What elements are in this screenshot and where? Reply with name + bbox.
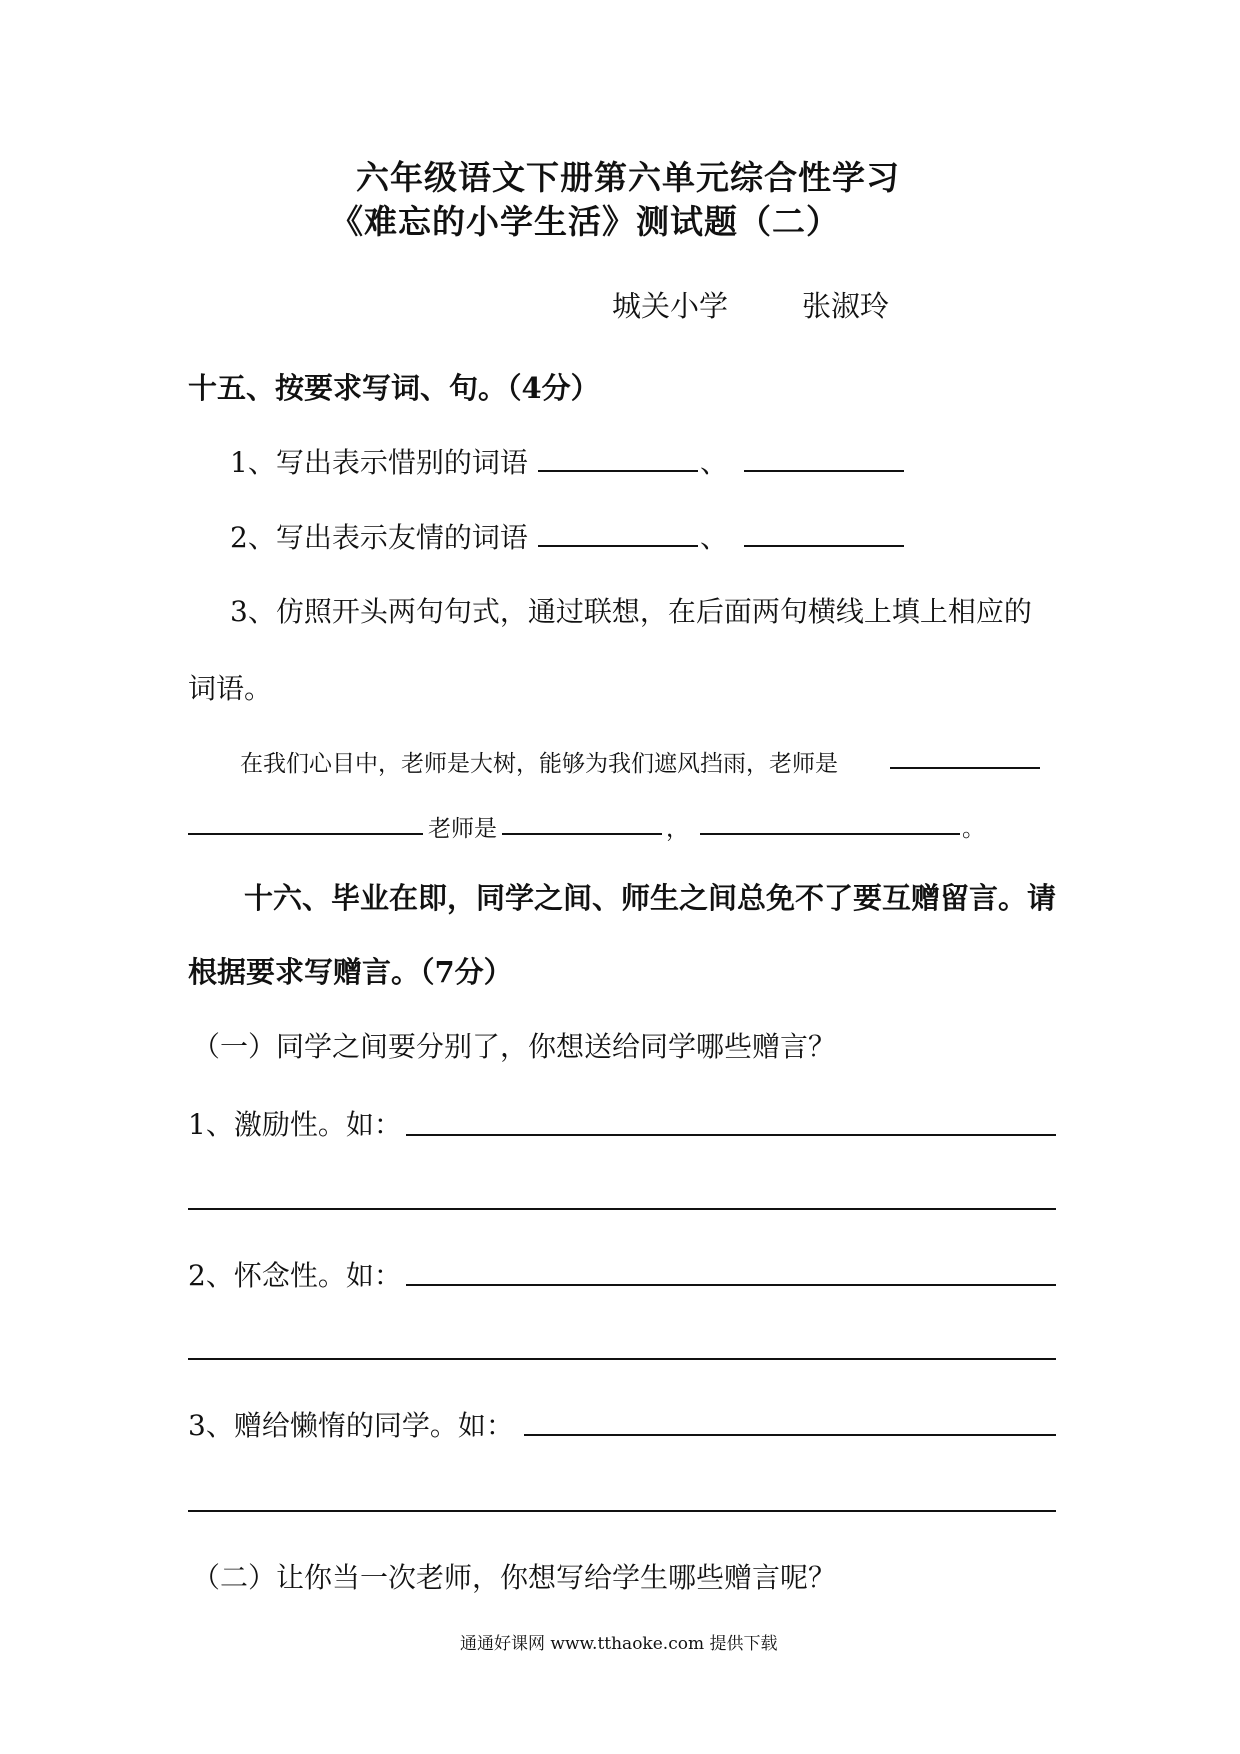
author-school: 城关小学 (612, 289, 729, 323)
q2-separator: 、 (700, 521, 729, 554)
part-1-prompt: （一）同学之间要分别了，你想送给同学哪些赠言？ (192, 1030, 837, 1063)
item-3-answer-line-2[interactable] (188, 1510, 1056, 1512)
item-1-answer-line-2[interactable] (188, 1208, 1056, 1210)
item-2-answer-line-1[interactable] (406, 1284, 1056, 1286)
part-2-prompt: （二）让你当一次老师，你想写给学生哪些赠言呢？ (192, 1561, 837, 1594)
section-15-heading: 十五、按要求写词、句。（4分） (188, 371, 600, 405)
example-blank-2[interactable] (188, 833, 423, 835)
q1-blank-1[interactable] (538, 470, 698, 472)
q2-text: 2、写出表示友情的词语 (230, 521, 528, 554)
item-2-answer-line-2[interactable] (188, 1358, 1056, 1360)
item-2-label: 2、怀念性。如： (188, 1259, 402, 1292)
q3-text-line-2: 词语。 (188, 672, 273, 705)
title-line-2: 《难忘的小学生活》测试题（二） (330, 202, 840, 241)
section-16-heading-line-2: 根据要求写赠言。（7分） (188, 955, 513, 989)
q1-text: 1、写出表示惜别的词语 (230, 446, 528, 479)
q3-text-line-1: 3、仿照开头两句句式，通过联想，在后面两句横线上填上相应的 (230, 595, 1032, 628)
item-3-answer-line-1[interactable] (524, 1434, 1056, 1436)
author-name: 张淑玲 (802, 289, 890, 323)
item-1-label: 1、激励性。如： (188, 1108, 402, 1141)
item-3-label: 3、赠给懒惰的同学。如： (188, 1409, 514, 1442)
example-blank-4[interactable] (700, 833, 960, 835)
q2-blank-2[interactable] (744, 545, 904, 547)
title-line-1: 六年级语文下册第六单元综合性学习 (356, 158, 900, 197)
example-blank-3[interactable] (502, 833, 662, 835)
footer: 通通好课网 www.tthaoke.com 提供下载 (460, 1634, 778, 1654)
example-comma: ， (666, 816, 689, 842)
example-teacher-label: 老师是 (428, 816, 497, 842)
item-1-answer-line-1[interactable] (406, 1134, 1056, 1136)
section-16-heading-line-1: 十六、毕业在即，同学之间、师生之间总免不了要互赠留言。请 (244, 881, 1057, 915)
example-line-1: 在我们心目中，老师是大树，能够为我们遮风挡雨，老师是 (240, 751, 838, 777)
example-period: 。 (962, 816, 985, 842)
q1-separator: 、 (700, 446, 729, 479)
q1-blank-2[interactable] (744, 470, 904, 472)
q2-blank-1[interactable] (538, 545, 698, 547)
example-blank-1[interactable] (890, 767, 1040, 769)
